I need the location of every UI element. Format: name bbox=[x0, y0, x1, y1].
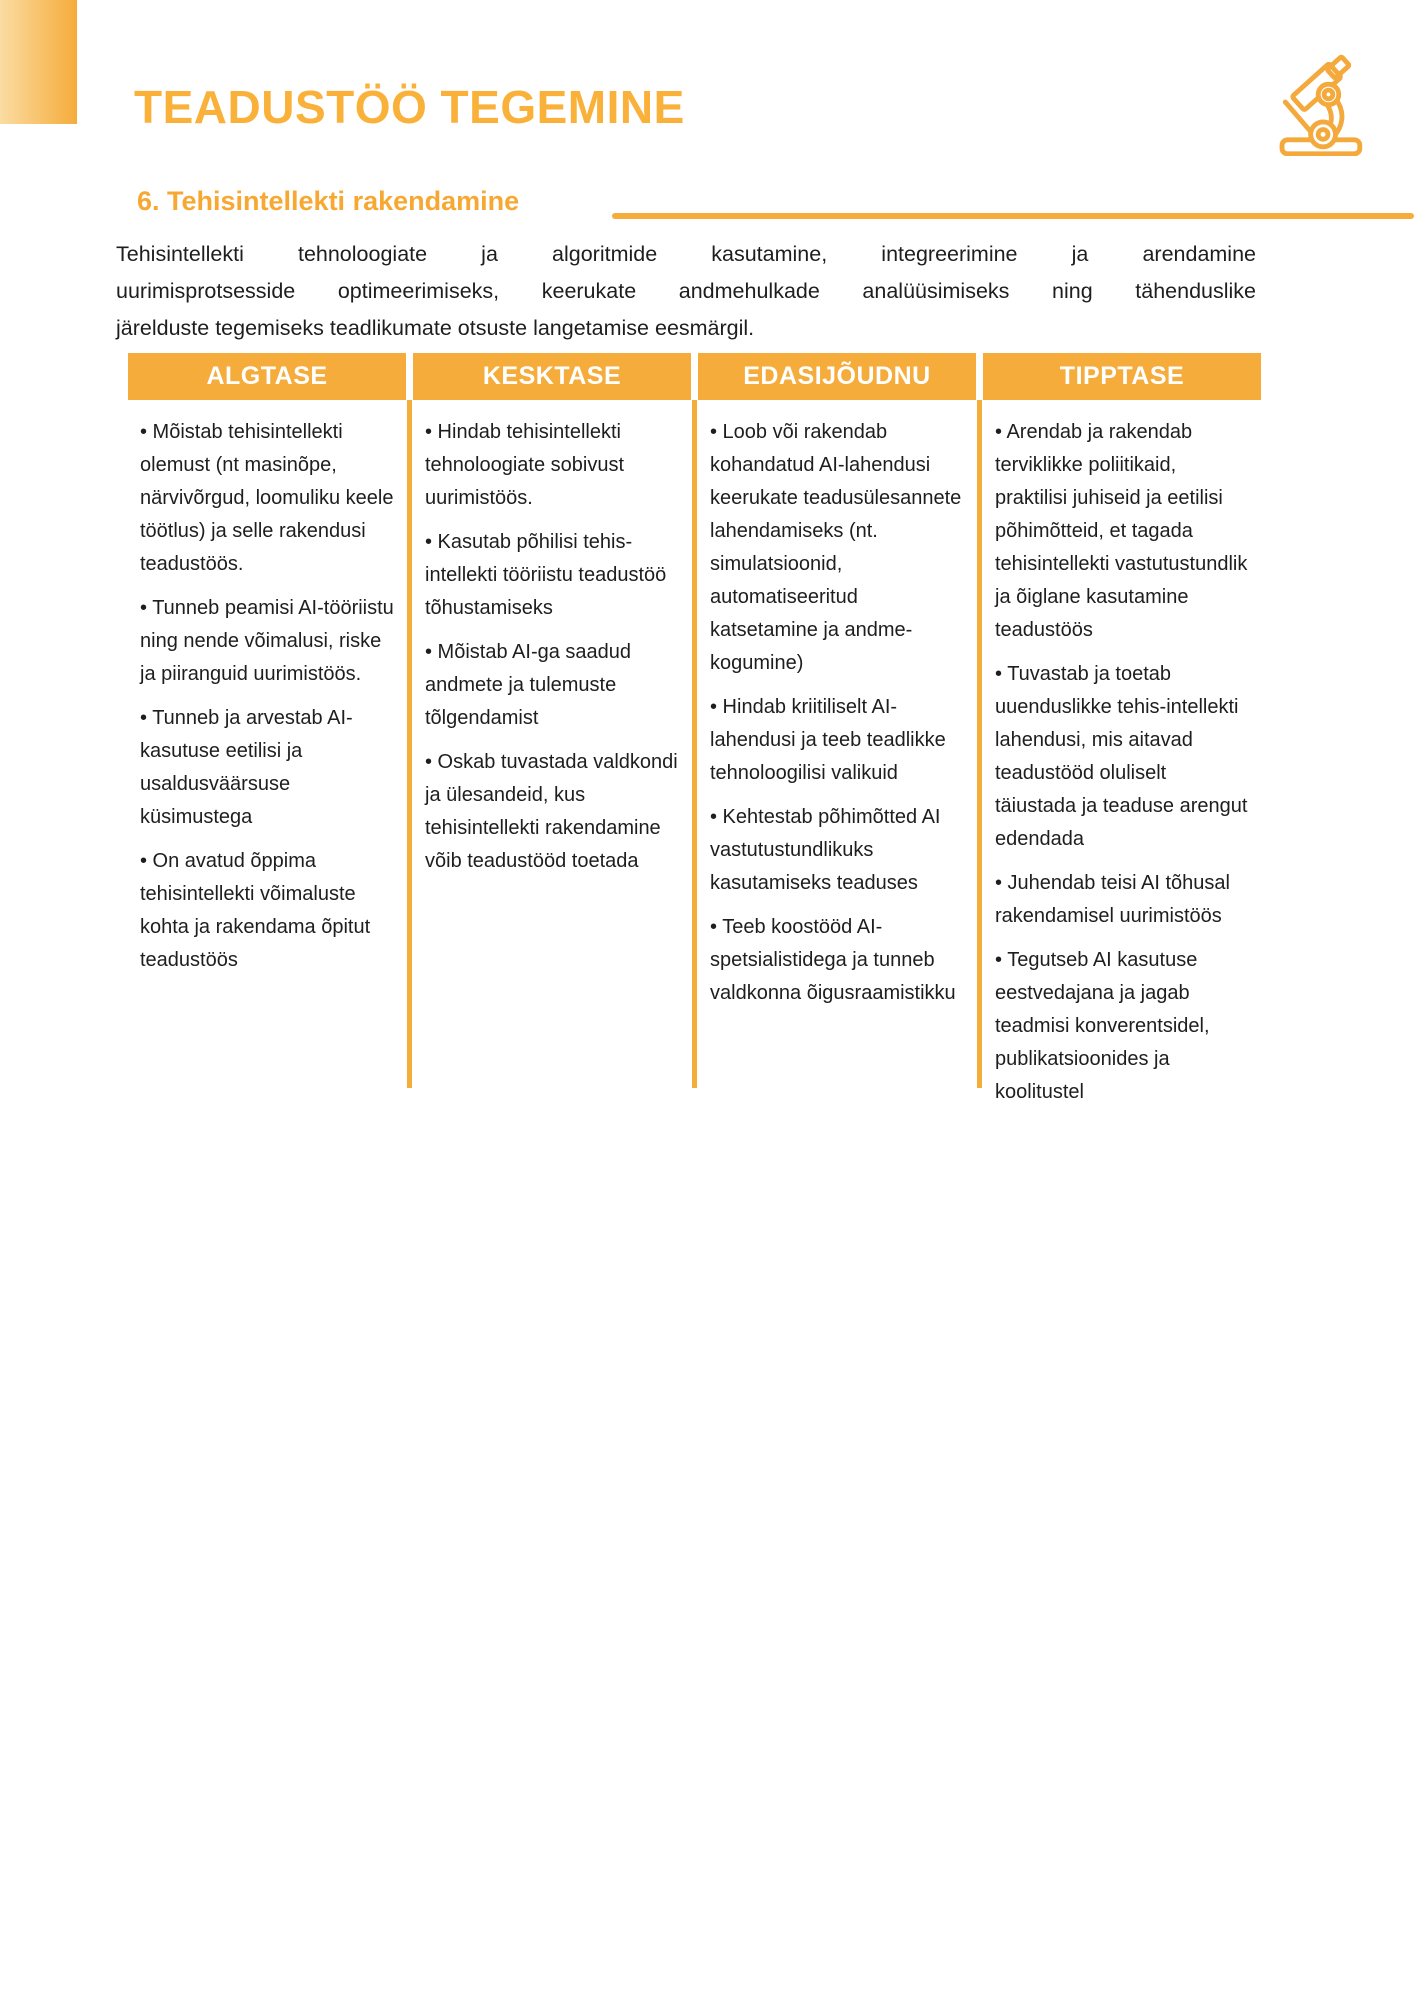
section-title: 6. Tehisintellekti rakendamine bbox=[137, 186, 520, 216]
bullet-item: • Kehtestab põhimõtted AI vastutustundlikuks kasutamiseks teaduses bbox=[710, 806, 941, 894]
bullet-item: • Mõistab AI-ga saadud andmete ja tulemuste tõlgendamist bbox=[425, 641, 632, 729]
corner-gradient-decoration bbox=[0, 0, 77, 124]
level-header: EDASIJÕUDNU bbox=[698, 353, 976, 400]
bullet-item: • Mõistab tehisintellekti olemust (nt masinõpe, närvivõrgud, loomuliku keele töötlus) ja selle rakendusi teadustöös. bbox=[140, 421, 394, 575]
level-body bbox=[413, 400, 691, 878]
level-body bbox=[698, 400, 976, 1010]
bullet-item: • Kasutab põhilisi tehis-intellekti tööriistu teadustöö tõhustamiseks bbox=[425, 531, 667, 619]
section-rule-line bbox=[612, 213, 1414, 219]
intro-line: Tehisintellekti tehnoloogiate ja algoritmide kasutamine, integreerimine ja arendamine bbox=[116, 242, 1256, 266]
bullet-item: • Loob või rakendab kohandatud AI-lahendusi keerukate teadusülesannete lahendamiseks (nt. simulatsioonid, automatiseeritud katsetamine ja andme-kogumine) bbox=[710, 421, 962, 674]
level-column-edasijõudnu bbox=[698, 353, 976, 1120]
column-separator bbox=[977, 400, 982, 1088]
column-separator bbox=[407, 400, 412, 1088]
bullet-item: • Arendab ja rakendab terviklikke poliitikaid, praktilisi juhiseid ja eetilisi põhimõtteid, et tagada tehisintellekti vastutustundlik ja õiglane kasutamine teadustöös bbox=[995, 421, 1248, 641]
bullet-item: • Teeb koostööd AI-spetsialistidega ja tunneb valdkonna õigusraamistikku bbox=[710, 916, 956, 1004]
bullet-item: • On avatud õppima tehisintellekti võimaluste kohta ja rakendama õpitut teadustöös bbox=[140, 850, 371, 971]
bullet-item: • Hindab kriitiliselt AI-lahendusi ja teeb teadlikke tehnoloogilisi valikuid bbox=[710, 696, 946, 784]
level-body bbox=[128, 400, 406, 977]
level-column-kesktase bbox=[413, 353, 691, 1120]
page-title: TEADUSTÖÖ TEGEMINE bbox=[134, 81, 685, 133]
bullet-item: • Tunneb peamisi AI-tööriistu ning nende võimalusi, riske ja piiranguid uurimistöös. bbox=[140, 597, 394, 685]
column-separator bbox=[692, 400, 697, 1088]
bullet-item: • Tunneb ja arvestab AI-kasutuse eetilisi ja usaldusväärsuse küsimustega bbox=[140, 707, 353, 828]
level-body bbox=[983, 400, 1261, 1109]
bullet-item: • Hindab tehisintellekti tehnoloogiate sobivust uurimistöös. bbox=[425, 421, 625, 509]
level-column-algtase bbox=[128, 353, 406, 1120]
levels-table bbox=[128, 353, 1261, 1120]
bullet-item: • Tuvastab ja toetab uuenduslikke tehis-intellekti lahendusi, mis aitavad teadustööd oluliselt täiustada ja teaduse arengut edendada bbox=[995, 663, 1248, 850]
intro-line: järelduste tegemiseks teadlikumate otsuste langetamise eesmärgil. bbox=[116, 316, 755, 340]
bullet-item: • Tegutseb AI kasutuse eestvedajana ja jagab teadmisi konverentsidel, publikatsioonides ja koolitustel bbox=[995, 949, 1210, 1103]
level-header: TIPPTASE bbox=[983, 353, 1261, 400]
intro-paragraph bbox=[116, 236, 1256, 347]
bullet-item: • Juhendab teisi AI tõhusal rakendamisel uurimistöös bbox=[995, 872, 1230, 927]
level-header: ALGTASE bbox=[128, 353, 406, 400]
microscope-icon bbox=[1262, 48, 1382, 161]
level-header: KESKTASE bbox=[413, 353, 691, 400]
intro-line: uurimisprotsesside optimeerimiseks, keerukate andmehulkade analüüsimiseks ning tähenduslike bbox=[116, 279, 1256, 303]
bullet-item: • Oskab tuvastada valdkondi ja ülesandeid, kus tehisintellekti rakendamine võib teadustööd toetada bbox=[425, 751, 678, 872]
level-column-tipptase bbox=[983, 353, 1261, 1120]
